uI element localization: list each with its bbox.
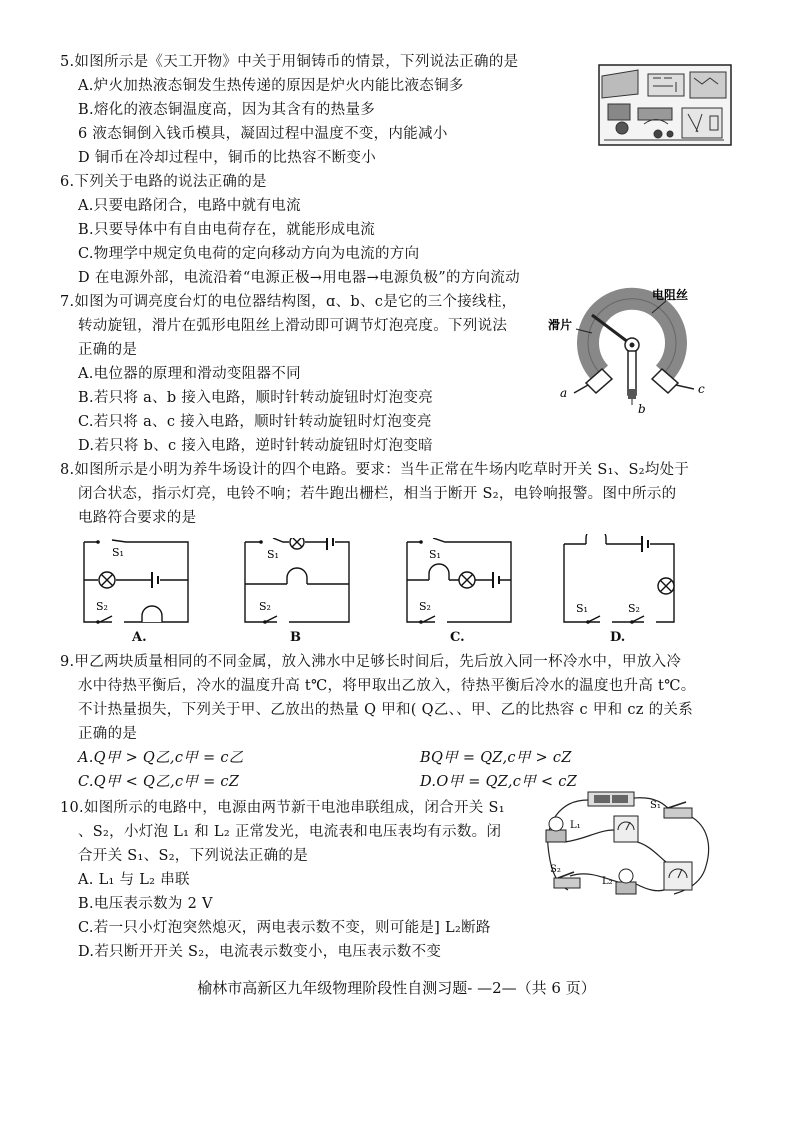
circuit-d-s2: S₂ [628,602,640,615]
q9-option-c: C.Q甲 < Q乙,c甲 = cZ [78,774,240,790]
lamp-l2-base [616,882,636,894]
circuit-d-s1: S₁ [576,602,588,615]
voltmeter [664,862,692,890]
q5-stem: 5.如图所示是《天工开物》中关于用铜铸币的情景，下列说法正确的是 [60,54,519,70]
fig-label-s1: S₁ [650,800,661,811]
label-resistance-wire: 电阻丝 [652,288,689,302]
circuit-a-s2: S₂ [96,600,108,613]
circuit-c-s2: S₂ [419,600,431,613]
circuit-b [243,538,353,628]
circuit-d [562,534,680,628]
q5-option-c: 6 液态铜倒入钱币模具，凝固过程中温度不变，内能减小 [78,126,448,142]
q10-stem-line1: 10.如图所示的电路中，电源由两节新干电池串联组成，闭合开关 S₁ [60,800,505,816]
q5-option-a: A.炉火加热液态铜发生热传递的原因是炉火内能比液态铜多 [78,78,464,94]
circuit-a [82,538,192,628]
q10-option-a: A. L₁ 与 L₂ 串联 [78,872,190,888]
q6-option-c: C.物理学中规定负电荷的定向移动方向为电流的方向 [78,246,420,262]
page-footer: 榆林市高新区九年级物理阶段性自测习题- —2—（共 6 页） [197,979,596,997]
q8-stem-line3: 电路符合要求的是 [78,510,197,526]
q7-option-d: D.若只将 b、c 接入电路，逆时针转动旋钮时灯泡变暗 [78,438,433,454]
label-c: c [698,382,705,396]
q6-option-a: A.只要电路闭合，电路中就有电流 [78,198,301,214]
caption-c: C. [450,630,465,645]
q6-option-d: D 在电源外部，电流沿着“电源正极→用电器→电源负极”的方向流动 [78,270,520,286]
q8-stem-line1: 8.如图所示是小明为养牛场设计的四个电路。要求：当牛正常在牛场内吃草时开关 S₁、S₂均处于 [60,462,690,478]
q7-option-a: A.电位器的原理和滑动变阻器不同 [78,366,301,382]
fig-label-l1: L₁ [570,820,581,831]
q7-stem-line3: 正确的是 [78,342,138,358]
potentiometer-diagram [548,285,718,417]
caption-b: B [290,630,301,645]
q10-option-c: C.若一只小灯泡突然熄灭，两电表示数不变，则可能是] L₂断路 [78,920,491,936]
q5-option-d: D 铜币在冷却过程中，铜币的比热容不断变小 [78,150,377,166]
q6-stem: 6.下列关于电路的说法正确的是 [60,174,267,190]
circuit-b-s1: S₁ [267,548,279,561]
q6-option-b: B.只要导体中有自由电荷存在，就能形成电流 [78,222,376,238]
label-b: b [638,402,646,416]
terminal-b-strip [628,351,636,395]
q9-stem-line3: 不计热量损失，下列关于甲、乙放出的热量 Q 甲和( Q乙、、甲、乙的比热容 c 甲和 cz 的关系 [78,702,694,718]
circuit-a-s1: S₁ [112,546,124,559]
q9-option-a: A.Q甲 > Q乙,c甲 = c乙 [78,750,244,766]
fig-label-s2: S₂ [550,864,561,875]
q9-stem-line1: 9.甲乙两块质量相同的不同金属，放入沸水中足够长时间后，先后放入同一杯冷水中，甲放入冷 [60,654,682,670]
q9-option-b: BQ甲 = QZ,c甲 > cZ [420,750,572,766]
q10-stem-line2: 、S₂，小灯泡 L₁ 和 L₂ 正常发光，电流表和电压表均有示数。闭 [78,824,502,840]
q9-option-d: D.O甲 = QZ,c甲 < cZ [420,774,578,790]
circuit-c-s1: S₁ [429,548,441,561]
q7-option-c: C.若只将 a、c 接入电路，顺时针转动旋钮时灯泡变亮 [78,414,432,430]
q8-stem-line2: 闭合状态，指示灯亮，电铃不响；若牛跑出栅栏，相当于断开 S₂，电铃响报警。图中所示的 [78,486,677,502]
switch-s1 [664,808,692,818]
q7-stem-line2: 转动旋钮，滑片在弧形电阻丝上滑动即可调节灯泡亮度。下列说法 [78,318,508,334]
label-a: a [560,386,568,400]
circuit-c [405,538,515,628]
q7-stem-line1: 7.如图为可调亮度台灯的电位器结构图，ɑ、b、c是它的三个接线柱， [60,294,517,310]
circuit-b-s2: S₂ [259,600,271,613]
q9-stem-line4: 正确的是 [78,726,138,742]
q7-option-b: B.若只将 a、b 接入电路，顺时针转动旋钮时灯泡变亮 [78,390,434,406]
label-slider: 滑片 [548,318,573,332]
switch-s2 [554,878,580,888]
q10-stem-line3: 合开关 S₁、S₂，下列说法正确的是 [78,848,308,864]
q10-circuit-illustration [538,786,718,912]
q9-stem-line2: 水中待热平衡后，冷水的温度升高 t℃，将甲取出乙放入，待热平衡后冷水的温度也升高 t℃。 [78,678,696,694]
caption-a: A. [132,630,147,645]
q5-option-b: B.熔化的液态铜温度高，因为其含有的热量多 [78,102,376,118]
caption-d: D. [610,630,626,645]
fig-label-l2: L₂ [602,876,613,887]
q10-option-b: B.电压表示数为 2 V [78,896,213,912]
q10-option-d: D.若只断开开关 S₂，电流表示数变小，电压表示数不变 [78,944,442,960]
lamp-l1-base [546,830,566,842]
coin-casting-illustration [598,64,732,146]
